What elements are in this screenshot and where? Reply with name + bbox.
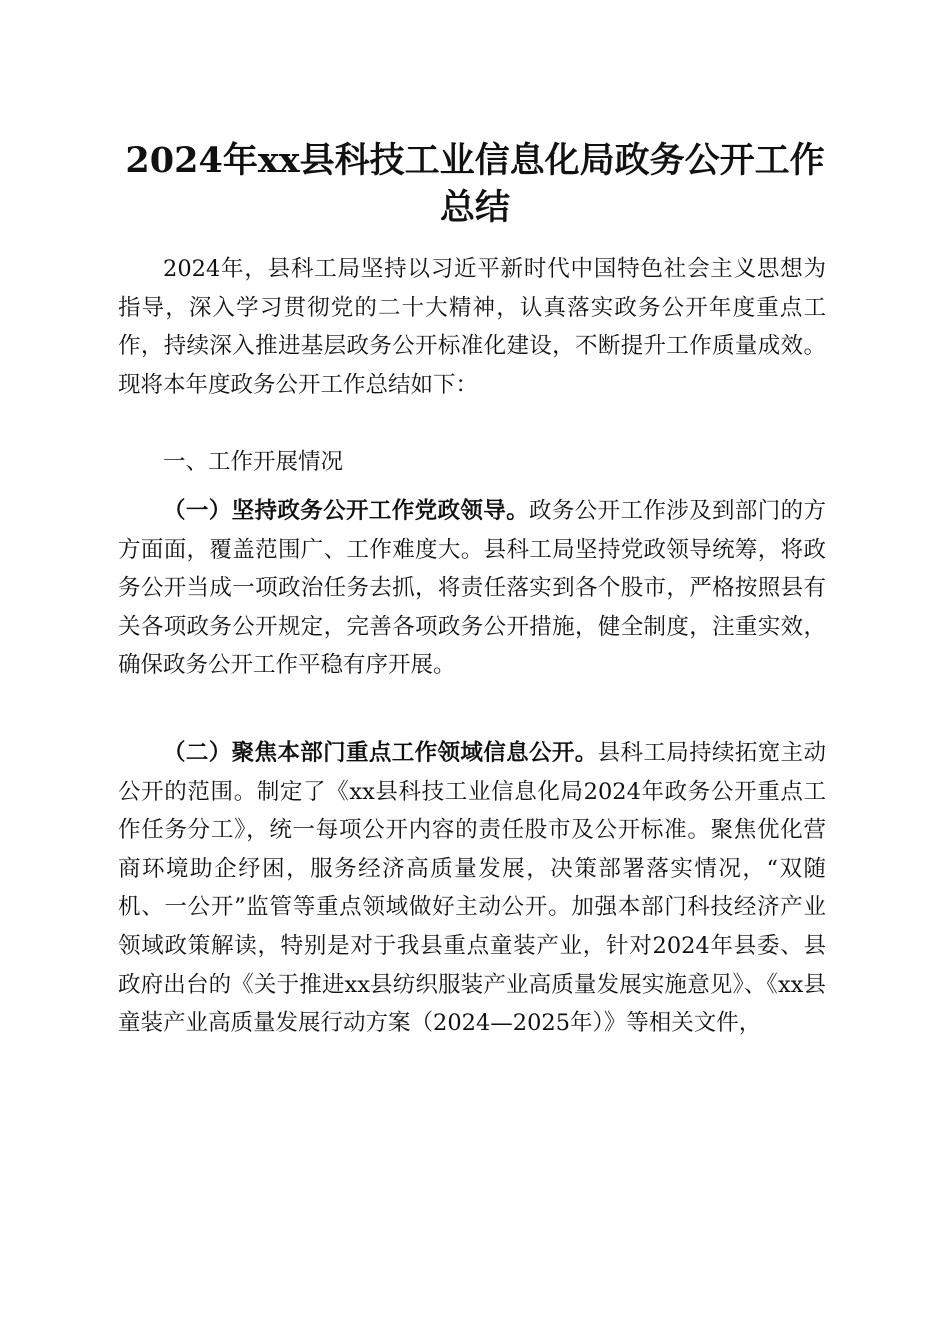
item-1-title: （一）坚持政务公开工作党政领导。 [163,498,529,524]
section-heading-work-progress: 一、工作开展情况 [163,449,344,475]
item-2-body: 县科工局持续拓宽主动公开的范围。制定了《xx县科技工业信息化局2024年政务公开重点工作任务分工》，统一每项公开内容的责任股市及公开标准。聚焦优化营商环境助企纾困，服务经济高质量发展，决策部署落实情况，“双随机、一公开”监管等重点领域做好主动公开。加强本部门科技经济产业领域政策解读，特别是对于我县重点童装产业，针对2024年县委、县政府出台的《关于推进xx县纺织服装产业高质量发展实施意见》、《xx县童装产业高质量发展行动方案（2024—2025年）》等相关文件， [118,740,826,1037]
item-2-title: （二）聚焦本部门重点工作领域信息公开。 [163,740,598,766]
item-2-paragraph [118,734,826,1134]
item-1-paragraph [118,492,826,734]
intro-paragraph: 2024年，县科工局坚持以习近平新时代中国特色社会主义思想为指导，深入学习贯彻党的二十大精神，认真落实政务公开年度重点工作，持续深入推进基层政务公开标准化建设，不断提升工作质量成效。现将本年度政务公开工作总结如下： [118,256,826,398]
document-title-line-2: 总结 [439,187,510,228]
document-title-line-1: 2024年xx县科技工业信息化局政务公开工作 [125,140,825,181]
item-1-body: 政务公开工作涉及到部门的方方面面，覆盖范围广、工作难度大。县科工局坚持党政领导统筹，将政务公开当成一项政治任务去抓，将责任落实到各个股市，严格按照县有关各项政务公开规定，完善各项政务公开措施，健全制度，注重实效，确保政务公开工作平稳有序开展。 [118,498,826,679]
document-body [118,250,826,1134]
